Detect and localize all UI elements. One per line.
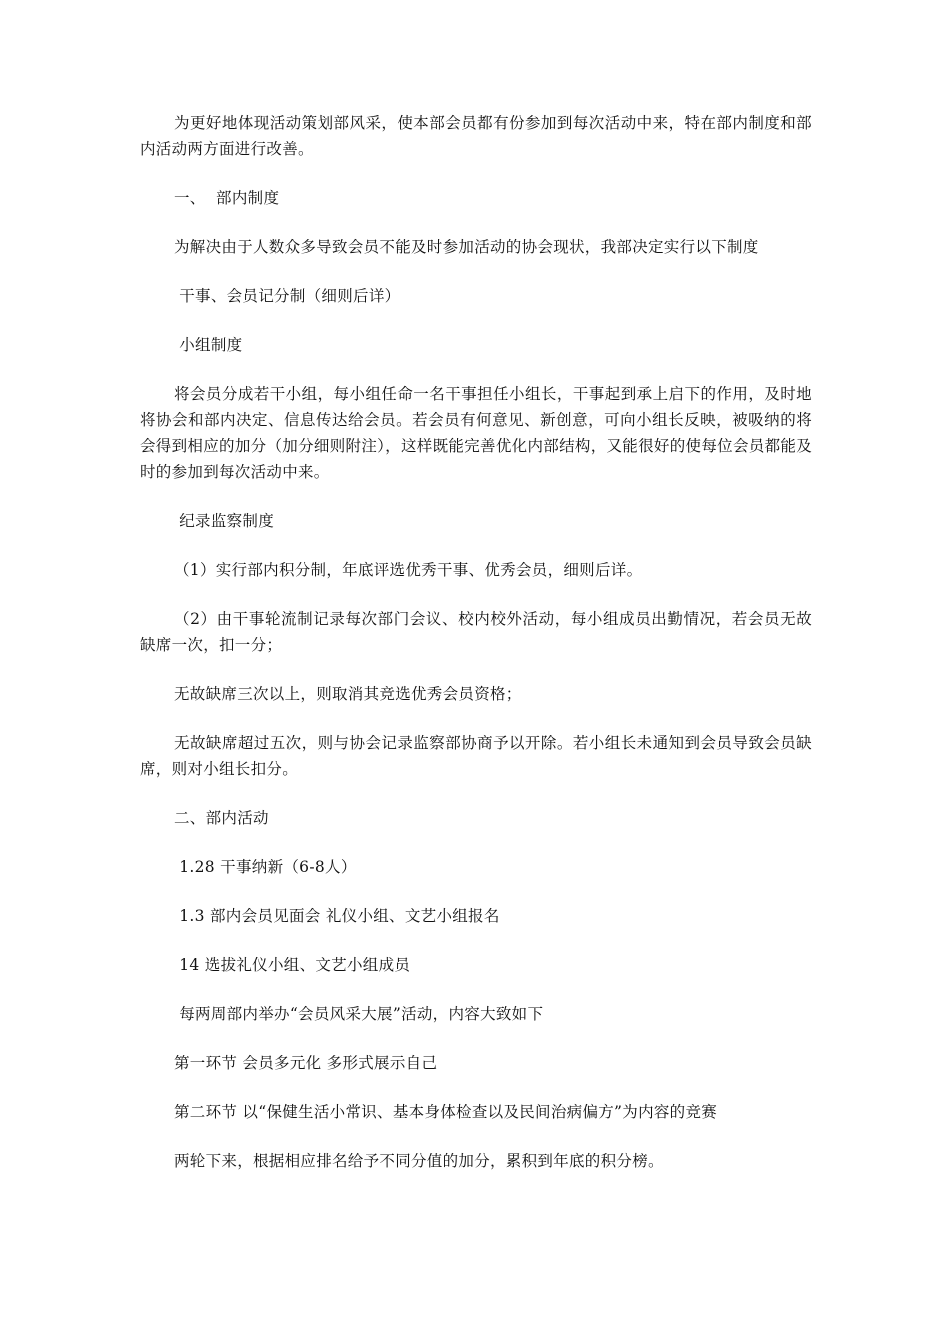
stage-one: 第一环节 会员多元化 多形式展示自己 xyxy=(174,1054,438,1072)
groups-paragraph: 将会员分成若干小组，每小组任命一名干事担任小组长，干事起到承上启下的作用，及时地将协会和部内决定、信息传达给会员。若会员有何意见、新创意，可向小组长反映，被吸纳的将会得到相应的加分（加分细则附注），这样既能完善优化内部结构，又能很好的使每位会员都能及时的参加到每次活动中来。 xyxy=(140,385,812,481)
supervision-item-1: （1）实行部内积分制，年底评选优秀干事、优秀会员，细则后详。 xyxy=(174,561,643,579)
subheading-supervision: 纪录监察制度 xyxy=(174,512,275,530)
document-body xyxy=(140,110,812,1174)
intro-paragraph: 为更好地体现活动策划部风采，使本部会员都有份参加到每次活动中来，特在部内制度和部内活动两方面进行改善。 xyxy=(140,114,812,158)
supervision-item-2: （2）由干事轮流制记录每次部门会议、校内校外活动，每小组成员出勤情况，若会员无故缺席一次，扣一分； xyxy=(140,610,812,654)
activity-item-2: 1.3 部内会员见面会 礼仪小组、文艺小组报名 xyxy=(174,907,500,925)
absence-rule-5: 无故缺席超过五次，则与协会记录监察部协商予以开除。若小组长未通知到会员导致会员缺席，则对小组长扣分。 xyxy=(140,734,812,778)
section-heading-2: 二、部内活动 xyxy=(174,809,269,827)
activity-item-1: 1.28 干事纳新（6-8人） xyxy=(174,858,357,876)
subheading-groups: 小组制度 xyxy=(174,336,243,354)
activity-item-4: 每两周部内举办“会员风采大展”活动，内容大致如下 xyxy=(174,1005,544,1023)
absence-rule-3: 无故缺席三次以上，则取消其竞选优秀会员资格； xyxy=(174,685,522,703)
subheading-scoring: 干事、会员记分制（细则后详） xyxy=(174,287,401,305)
section-heading-1: 一、 部内制度 xyxy=(174,189,280,207)
scoring-summary: 两轮下来，根据相应排名给予不同分值的加分，累积到年底的积分榜。 xyxy=(174,1152,664,1170)
section-1-intro: 为解决由于人数众多导致会员不能及时参加活动的协会现状，我部决定实行以下制度 xyxy=(174,238,759,256)
stage-two: 第二环节 以“保健生活小常识、基本身体检查以及民间治病偏方”为内容的竞赛 xyxy=(174,1103,718,1121)
activity-item-3: 14 选拔礼仪小组、文艺小组成员 xyxy=(174,956,411,974)
